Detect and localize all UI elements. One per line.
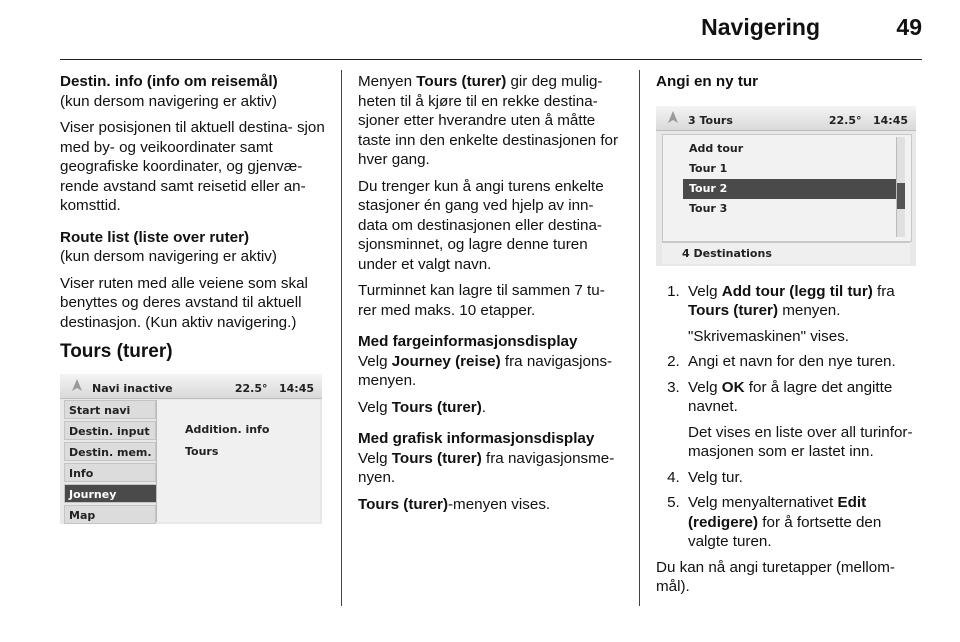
paragraph: Viser posisjonen til aktuell destina- sjon med by- og veikoordinater samt geografiske koordinater, og gjenvæ- rende avstand samt reisetid eller an- komsttid. (60, 119, 325, 214)
menu-item-journey[interactable]: Journey (64, 484, 162, 503)
heading-color-display: Med fargeinformasjonsdisplay (358, 333, 578, 350)
list-item-tour-1[interactable]: Tour 1 (689, 161, 728, 175)
list-item-add-tour[interactable]: Add tour (689, 141, 744, 155)
heading-graphic-display: Med grafisk informasjonsdisplay (358, 430, 595, 447)
screen-title: 3 Tours (688, 113, 733, 127)
steps-list (656, 282, 924, 552)
screen-status: 22.5° 14:45 (234, 381, 314, 395)
list-item-tour-2[interactable]: Tour 2 (683, 179, 901, 199)
paragraph: Menyen Tours (turer) gir deg mulig- heten til å kjøre til en rekke destina- sjoner etter hverandre uten å måtte taste inn den enkelte destinasjonen for hver gang. (358, 73, 619, 168)
heading-destin-info: Destin. info (info om reisemål) (60, 73, 278, 90)
list-item: 3. Velg OK for å lagre det angitte navnet. Det vises en liste over all turinfor- masjonen som er lastet inn. (684, 378, 924, 462)
paragraph: Viser ruten med alle veiene som skal benyttes og deres avstand til aktuell destinasjon. (Kun aktiv navigering.) (60, 274, 308, 331)
menu-item-start-navi[interactable]: Start navi (64, 400, 156, 419)
submenu-pane (156, 400, 320, 522)
screen-status: 22.5° 14:45 (828, 113, 908, 127)
tour-list (662, 134, 912, 242)
column-1 (60, 72, 328, 524)
list-item-tour-3[interactable]: Tour 3 (689, 201, 728, 215)
menu-item-map[interactable]: Map (64, 505, 156, 524)
paragraph: Velg Tours (turer). (358, 398, 487, 416)
submenu-item-addition-info[interactable]: Addition. info (185, 422, 270, 436)
chapter-title: Navigering (701, 14, 820, 40)
menu-item-info[interactable]: Info (64, 463, 156, 482)
heading-route-list: Route list (liste over ruter) (60, 228, 250, 246)
paragraph: Velg Tours (turer) fra navigasjonsme- nyen. (358, 449, 615, 486)
list-item: 2. Angi et navn for den nye turen. (684, 352, 924, 372)
screen-status-bar (656, 106, 916, 131)
column-3 (656, 72, 924, 604)
paragraph: Velg Journey (reise) fra navigasjons- menyen. (358, 352, 613, 389)
nav-menu-screenshot (60, 374, 322, 524)
page-number: 49 (896, 14, 922, 40)
paragraph: Tours (turer)-menyen vises. (358, 495, 551, 513)
submenu-item-tours[interactable]: Tours (185, 444, 219, 458)
menu-item-destin-input[interactable]: Destin. input (64, 421, 156, 440)
paragraph: Du trenger kun å angi turens enkelte stasjoner én gang ved hjelp av inn- data om destinasjonen eller destina- sjonsminnet, og lagre denne turen under et valgt navn. (358, 177, 604, 273)
screen-status-bar (60, 374, 322, 399)
note: (kun dersom navigering er aktiv) (60, 248, 277, 265)
column-divider (639, 70, 640, 606)
paragraph: Du kan nå angi turetapper (mellom- mål). (656, 558, 895, 595)
menu-item-destin-mem[interactable]: Destin. mem. (64, 442, 156, 461)
heading-new-tour: Angi en ny tur (656, 73, 759, 90)
list-item: 5. Velg menyalternativet Edit (redigere) for å fortsette den valgte turen. (684, 493, 924, 552)
scrollbar-thumb[interactable] (897, 183, 905, 209)
note: (kun dersom navigering er aktiv) (60, 92, 277, 110)
tours-menu-screenshot (656, 106, 916, 266)
section-title-tours: Tours (turer) (60, 341, 173, 362)
column-divider (341, 70, 342, 606)
column-2 (358, 72, 626, 521)
paragraph: Turminnet kan lagre til sammen 7 tu- rer med maks. 10 etapper. (358, 282, 605, 319)
header-rule (60, 59, 922, 60)
list-item: 4. Velg tur. (684, 468, 924, 488)
page-header (0, 0, 960, 62)
screen-title: Navi inactive (92, 381, 173, 395)
list-item: 1. Velg Add tour (legg til tur) fra Tours (turer) menyen. "Skrivemaskinen" vises. (684, 282, 924, 347)
navigation-arrow-icon (666, 110, 680, 124)
navigation-arrow-icon (70, 378, 84, 392)
destinations-footer: 4 Destinations (662, 242, 910, 264)
